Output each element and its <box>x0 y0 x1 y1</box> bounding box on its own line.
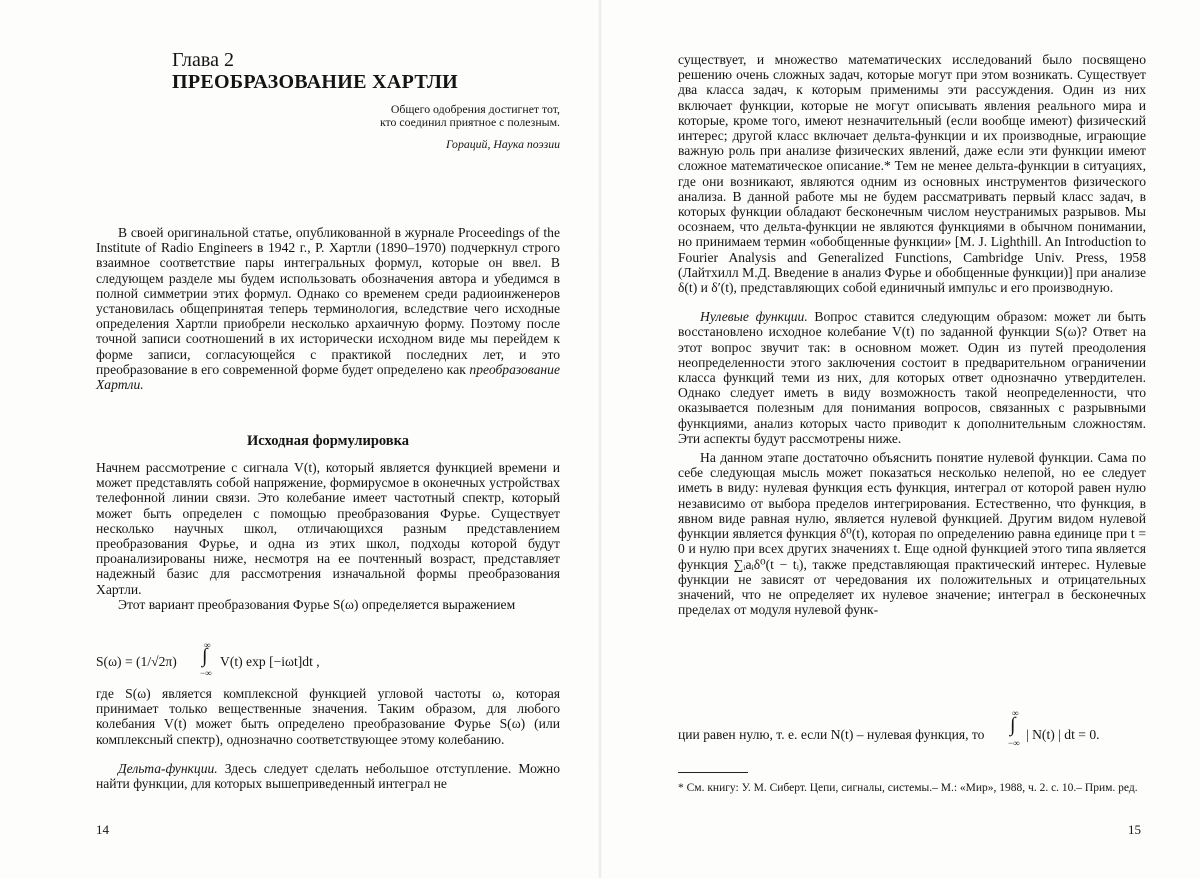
section-body-cont <box>96 686 560 791</box>
page-number: 14 <box>96 822 109 837</box>
epigraph <box>300 103 560 129</box>
epigraph-source: Гораций, Наука поэзии <box>445 137 560 151</box>
chapter-title: ПРЕОБРАЗОВАНИЕ ХАРТЛИ <box>172 71 459 93</box>
integral-sign: ∫ <box>202 645 208 667</box>
intro-paragraph-block <box>96 225 560 392</box>
equation-upper-limit: ∞ <box>1012 708 1019 718</box>
epigraph-line: Общего одобрения достигнет тот, <box>390 102 560 116</box>
paragraph: где S(ω) является комплексной функцией угловой частоты ω, которая принимает только вещественные значения. Таким образом, для любого колебания V(t) может быть определено преобразование Фурье S(ω) (или комплексный спектр), однозначно соответствующее этому колебанию. <box>96 686 560 747</box>
right-page <box>600 0 1200 878</box>
epigraph-line: кто соединил приятное с полезным. <box>379 115 560 129</box>
paragraph <box>678 309 1146 446</box>
equation-lower-limit: −∞ <box>1008 738 1020 748</box>
equation-result: | N(t) | dt = 0. <box>1026 727 1100 742</box>
delta-heading: Дельта-функции. <box>118 760 218 776</box>
intro-italic-term: преобразование Хартли. <box>96 361 560 393</box>
formula-upper-limit: ∞ <box>204 640 211 650</box>
page-number: 15 <box>1128 822 1141 837</box>
right-body <box>678 52 1146 617</box>
paragraph <box>96 761 560 791</box>
paragraph-text: Вопрос ставится следующим образом: может ли быть восстановлено исходное колебание V(t) по заданной функции S(ω)? Ответ на этот вопрос звучит так: в основном может. Один из путей преодоления неопределенности этого заключения состоит в предварительном ограничении класса функций теми из них, для которых ответ однозначно утвердителен. Однако следует иметь в виду возможность такой неопределенности, что оказывается полезным для понимания вопросов, связанных с разрывными функциями, анализ которых часто приводит к дополнительным сложностям. Эти аспекты будут рассмотрены ниже. <box>678 309 1146 446</box>
formula-lower-limit: −∞ <box>200 668 212 678</box>
fourier-formula <box>96 642 560 682</box>
paragraph: Начнем рассмотрение с сигнала V(t), который является функцией времени и может представлять собой напряжение, формирусмое в оконечных устройствах телефонной линии связи. Это колебание имеет частотный спектр, который может быть определен с помощью преобразования Фурье. Существует несколько научных школ, отличающихся разным представлением преобразования Фурье, и одна из этих школ, подходы которой будут проанализированы ниже, несмотря на ее почтенный возраст, представляет надежный базис для рассмотрения изначальной формы преобразования Хартли. <box>96 460 560 597</box>
paragraph: существует, и множество математических исследований было посвящено решению очень сложных задач, которые могут при этом возникать. Существует два класса задач, к которым применимы эти рассуждения. Один из них включает функции, которые не могут описывать явления реального мира и которые, кроме того, имеют незначительный (если вообще имеют) физический интерес; другой класс включает дельта-функции и их производные, играющие важную роль при анализе физических явлений, даже если эти функции имеют сложное математическое описание.* Тем не менее дельта-функции в ситуациях, где они возникают, являются одним из основных инструментов физического анализа. В данной работе мы не будем рассматривать первый класс задач, в которых функции обладают бесконечным числом неустранимых разрывов. Мы осознаем, что дельта-функции не являются функциями в обычном понимании, но принимаем термин «обобщенные функции» [M. J. Lighthill. An Introduction to Fourier Analysis and Generalized Functions, Cambridge Univ. Press, 1958 (Лайтхилл М.Д. Введение в анализ Фурье и обобщенные функции)] при анализе δ(t) и δ′(t), представляющих собой единичный импульс и его производную. <box>678 52 1146 296</box>
formula-left: S(ω) = (1/√2π) <box>96 654 177 669</box>
equation-text: ции равен нулю, т. е. если N(t) – нулевая функция, то <box>678 727 985 742</box>
paragraph-text: Здесь следует сделать небольшое отступление. Можно найти функции, для которых вышеприведенный интеграл не <box>96 760 560 792</box>
section-body <box>96 460 560 612</box>
paragraph: Этот вариант преобразования Фурье S(ω) определяется выражением <box>118 596 516 612</box>
formula-right: V(t) exp [−iωt]dt , <box>220 654 320 669</box>
footnote-rule <box>678 772 748 773</box>
null-functions-heading: Нулевые функции. <box>700 309 808 325</box>
intro-paragraph <box>96 225 560 392</box>
footnote: * См. книгу: У. М. Сиберт. Цепи, сигналы, системы.– М.: «Мир», 1988, ч. 2. с. 10.– Прим. ред. <box>678 782 1138 794</box>
chapter-number: Глава 2 <box>172 49 234 71</box>
intro-text: В своей оригинальной статье, опубликованной в журнале Proceedings of the Institute of Radio Engineers в 1942 г., Р. Хартли (1890–1970) подчеркнул строго взаимное соответствие пары интегральных формул, которые он ввел. В следующем разделе мы будем использовать обозначения автора и убедимся в полной симметрии этих формул. Однако со временем среди радиоинженеров установилась общепринятая теперь терминология, вследствие чего исходные определения Хартли приобрели несколько архаичную форму. Поэтому после точной записи соотношений в их исторически исходном виде мы перейдем к форме записи, согласующейся с практикой последних лет, и это преобразование в его современной форме будет определено как <box>96 225 560 377</box>
paragraph: На данном этапе достаточно объяснить понятие нулевой функции. Сама по себе следующая мысль может показаться несколько нелепой, но ее следует иметь в виду: нулевая функция есть функция, интеграл от которой равен нулю независимо от выбора пределов интегрирования. Естественно, что функция, в явном виде равная нулю, является нулевой функцией. Другим видом нулевой функции является функция δ⁰(t), которая по определению равна единице при t = 0 и нулю при всех других значениях t. Еще одной функцией этого типа является функция ∑ᵢaᵢδ⁰(t − tᵢ), также представляющая практический интерес. Нулевые функции не зависят от чередования их положительных и отрицательных значений, что не определяет их нулевое значение; интеграл в бесконечных пределах от модуля нулевой функ- <box>678 450 1146 618</box>
integral-sign: ∫ <box>1010 714 1016 736</box>
section-heading: Исходная формулировка <box>246 433 409 449</box>
